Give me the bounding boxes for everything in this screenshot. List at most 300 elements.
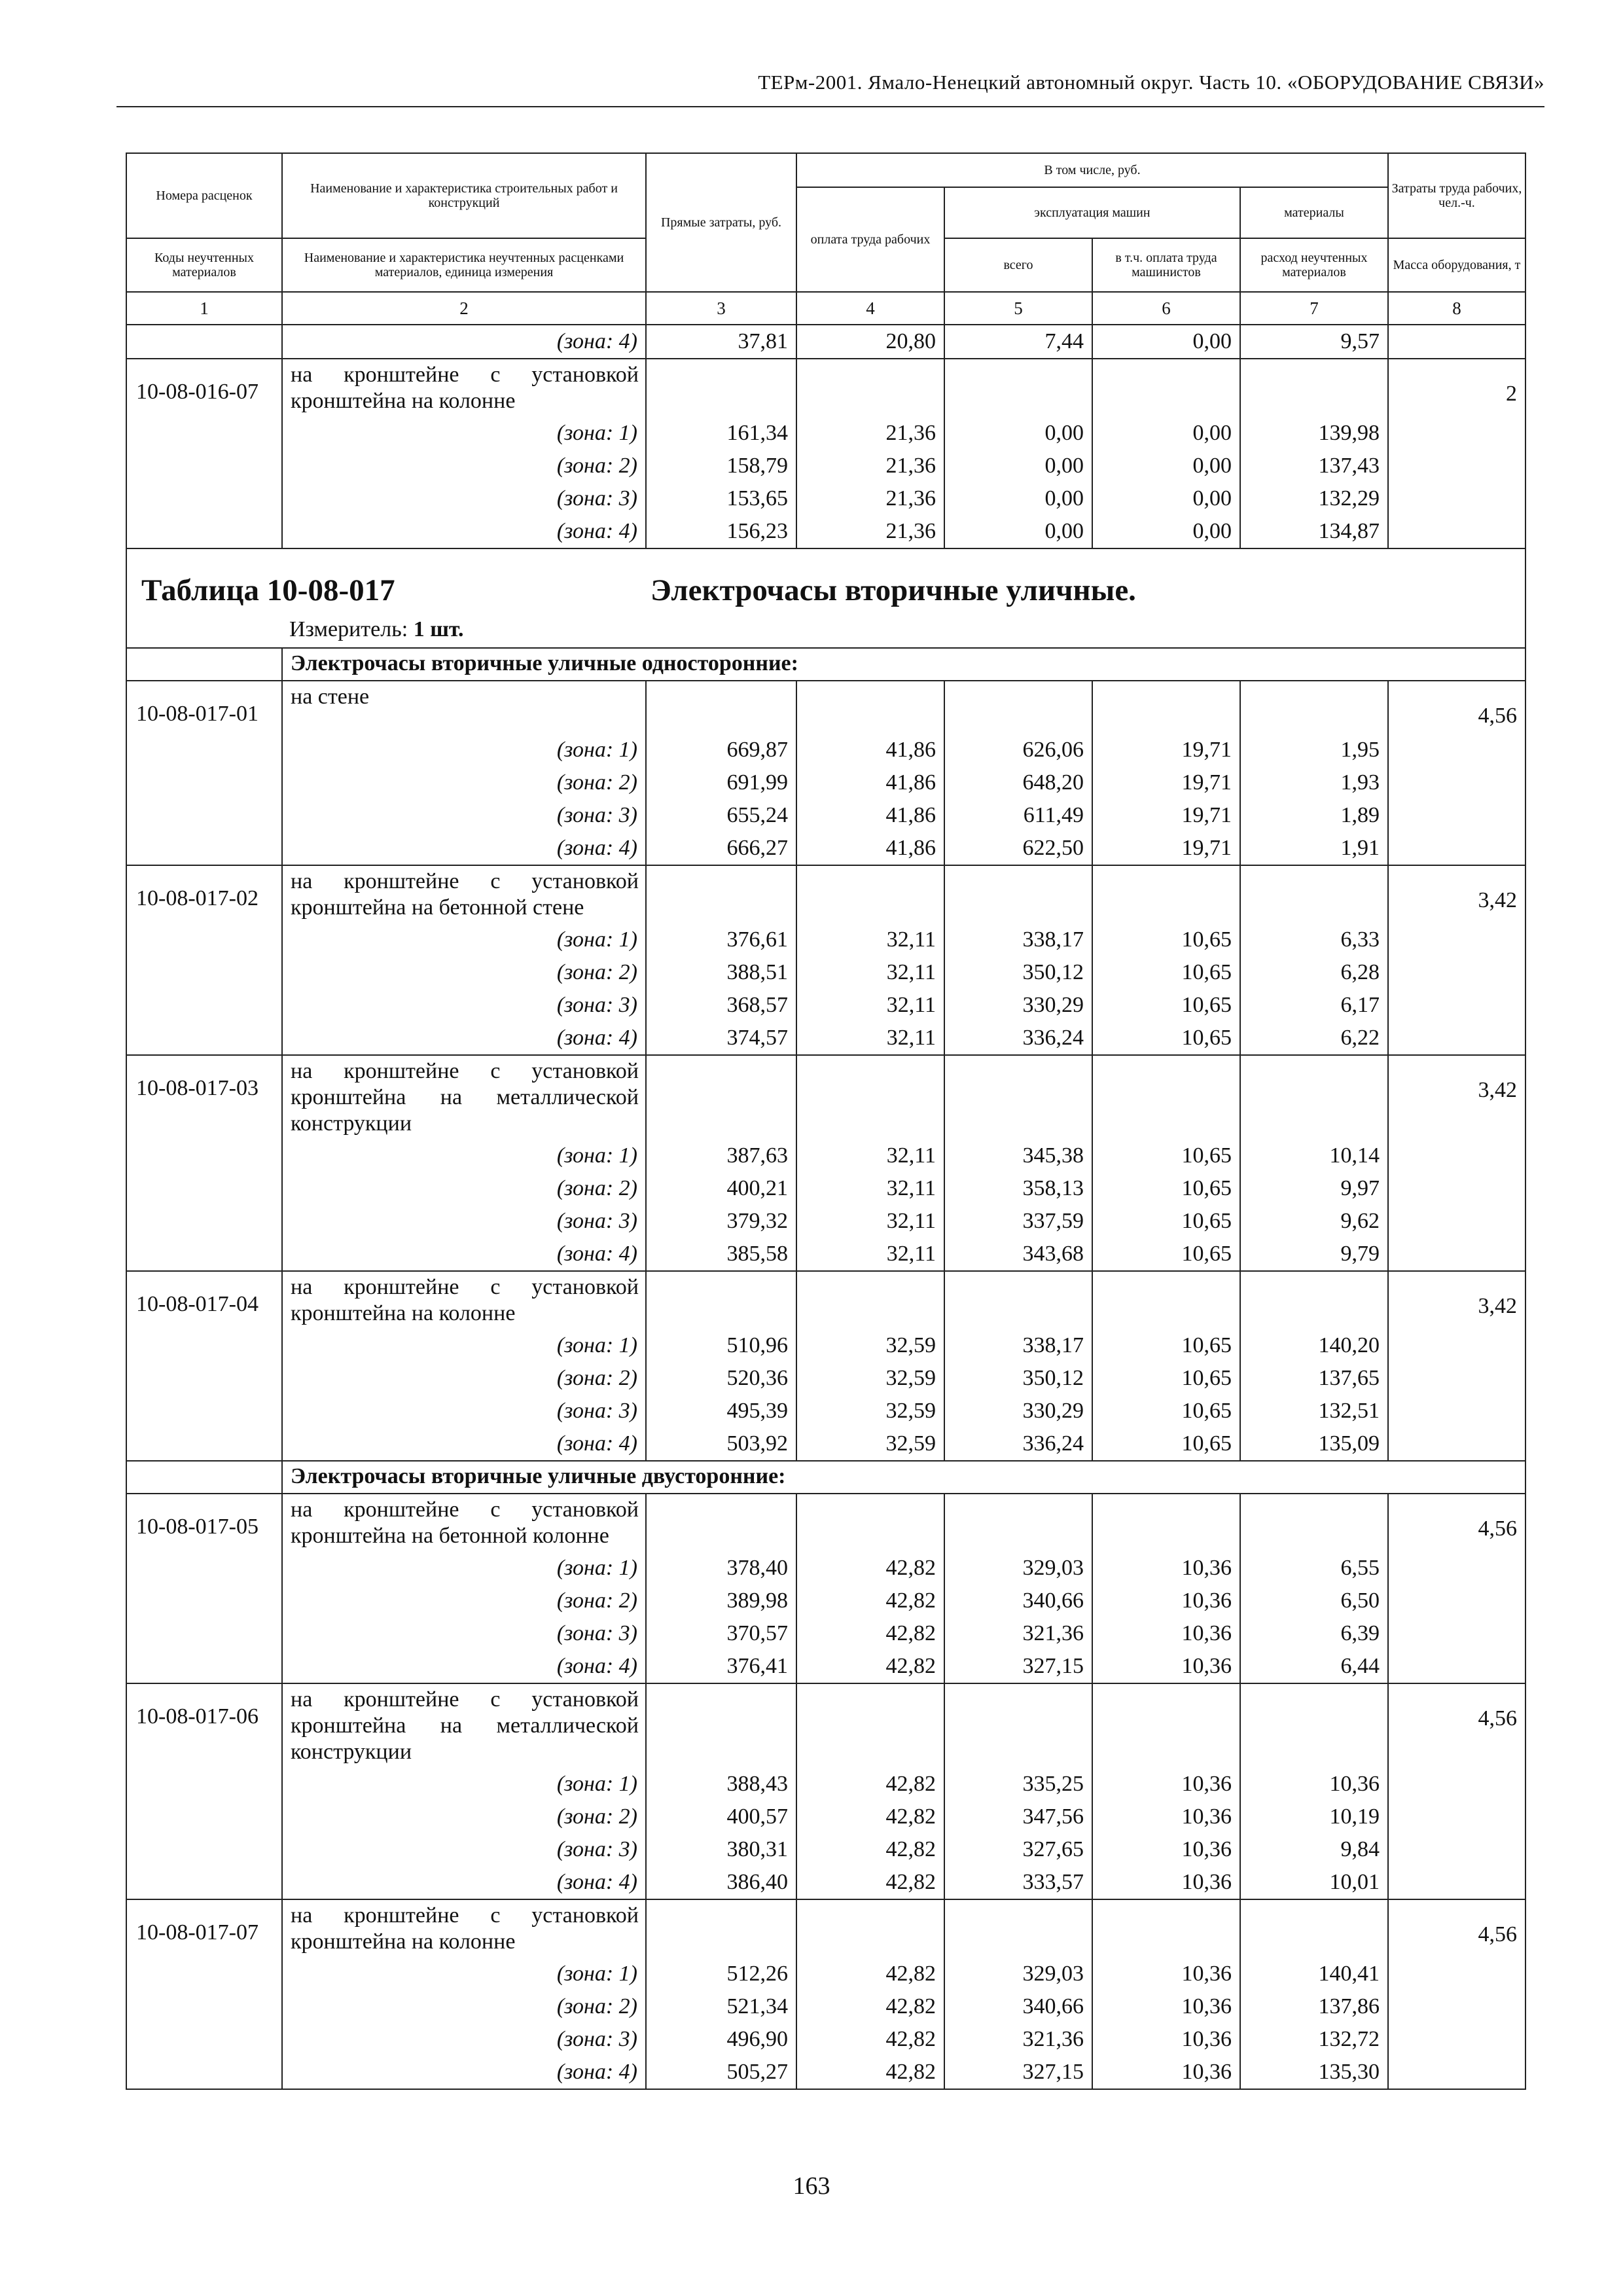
value-cell: 10,65 [1092, 1205, 1240, 1238]
labor-cell [1388, 1427, 1525, 1461]
value-cell: 330,29 [944, 989, 1092, 1022]
value-cell: 42,82 [796, 1552, 944, 1585]
value-cell [1092, 1271, 1240, 1329]
value-cell [646, 359, 796, 417]
rate-item-row [126, 1683, 1525, 1768]
rate-code-cell [126, 2023, 282, 2056]
labor-cell [1388, 1958, 1525, 1990]
value-cell: 41,86 [796, 799, 944, 832]
value-cell: 6,50 [1240, 1585, 1388, 1617]
value-cell: 10,65 [1092, 1362, 1240, 1395]
value-cell [646, 1494, 796, 1552]
rate-code-cell [126, 482, 282, 515]
value-cell: 10,36 [1092, 1833, 1240, 1866]
table-row [126, 417, 1525, 450]
value-cell [1240, 1055, 1388, 1139]
value-cell: 137,86 [1240, 1990, 1388, 2023]
col-number: 5 [944, 292, 1092, 325]
rate-code-cell [126, 417, 282, 450]
zone-label: (зона: 1) [282, 1139, 646, 1172]
rate-code-cell [126, 924, 282, 956]
table-title: Электрочасы вторичные уличные. [651, 573, 1136, 607]
value-cell [646, 865, 796, 924]
table-row [126, 1172, 1525, 1205]
value-cell: 6,17 [1240, 989, 1388, 1022]
col-labor-pay: оплата труда рабочих [796, 187, 944, 292]
labor-cell [1388, 989, 1525, 1022]
value-cell [646, 1899, 796, 1958]
value-cell: 19,71 [1092, 766, 1240, 799]
table-row [126, 2023, 1525, 2056]
col-machines-labor: в т.ч. оплата труда машинистов [1092, 238, 1240, 292]
value-cell: 0,00 [944, 417, 1092, 450]
value-cell: 0,00 [1092, 482, 1240, 515]
col-materials: материалы [1240, 187, 1388, 238]
value-cell [1092, 681, 1240, 734]
table-row [126, 1139, 1525, 1172]
value-cell: 42,82 [796, 2023, 944, 2056]
value-cell: 10,36 [1092, 1585, 1240, 1617]
value-cell: 376,61 [646, 924, 796, 956]
value-cell [796, 1055, 944, 1139]
value-cell: 32,59 [796, 1427, 944, 1461]
rate-code-cell [126, 1172, 282, 1205]
rate-code-cell [126, 450, 282, 482]
value-cell: 10,36 [1092, 1552, 1240, 1585]
value-cell: 132,29 [1240, 482, 1388, 515]
table-row [126, 799, 1525, 832]
zone-label: (зона: 1) [282, 1958, 646, 1990]
value-cell: 32,11 [796, 1172, 944, 1205]
value-cell: 42,82 [796, 1801, 944, 1833]
labor-cell [1388, 1362, 1525, 1395]
value-cell: 338,17 [944, 924, 1092, 956]
labor-cell [1388, 766, 1525, 799]
labor-costs: 3,42 [1388, 1055, 1525, 1139]
table-row [126, 956, 1525, 989]
value-cell: 327,65 [944, 1833, 1092, 1866]
zone-label: (зона: 1) [282, 1329, 646, 1362]
value-cell: 6,22 [1240, 1022, 1388, 1055]
value-cell: 32,11 [796, 1022, 944, 1055]
rate-code-cell [126, 1866, 282, 1899]
value-cell: 321,36 [944, 2023, 1092, 2056]
rate-code: 10-08-017-06 [126, 1683, 282, 1768]
value-cell: 336,24 [944, 1022, 1092, 1055]
rate-item-row [126, 359, 1525, 417]
value-cell: 32,11 [796, 1139, 944, 1172]
value-cell: 338,17 [944, 1329, 1092, 1362]
value-cell [1240, 681, 1388, 734]
value-cell: 505,27 [646, 2056, 796, 2089]
col-number: 6 [1092, 292, 1240, 325]
zone-label: (зона: 1) [282, 417, 646, 450]
value-cell [796, 865, 944, 924]
labor-cell [1388, 1866, 1525, 1899]
rate-code-cell [126, 799, 282, 832]
value-cell: 41,86 [796, 832, 944, 865]
rate-item-row [126, 1494, 1525, 1552]
zone-label: (зона: 4) [282, 1427, 646, 1461]
zone-label: (зона: 1) [282, 1768, 646, 1801]
value-cell: 379,32 [646, 1205, 796, 1238]
value-cell: 327,15 [944, 2056, 1092, 2089]
rate-code-cell [126, 766, 282, 799]
value-cell: 1,89 [1240, 799, 1388, 832]
value-cell: 6,33 [1240, 924, 1388, 956]
col-number: 2 [282, 292, 646, 325]
value-cell: 400,57 [646, 1801, 796, 1833]
labor-cell [1388, 1329, 1525, 1362]
labor-cell [1388, 1833, 1525, 1866]
table-row [126, 1427, 1525, 1461]
labor-cell [1388, 1650, 1525, 1683]
value-cell: 10,36 [1092, 2023, 1240, 2056]
zone-label: (зона: 3) [282, 989, 646, 1022]
value-cell: 41,86 [796, 734, 944, 766]
value-cell: 10,65 [1092, 1238, 1240, 1271]
value-cell: 400,21 [646, 1172, 796, 1205]
rate-code-cell [126, 1395, 282, 1427]
value-cell: 6,55 [1240, 1552, 1388, 1585]
value-cell: 386,40 [646, 1866, 796, 1899]
value-cell: 132,72 [1240, 2023, 1388, 2056]
table-body-two-sided [126, 1494, 1525, 2089]
value-cell: 10,36 [1092, 1866, 1240, 1899]
table-body-continuation [126, 325, 1525, 548]
col-work-name: Наименование и характеристика строительных работ и конструкций [282, 153, 646, 238]
value-cell: 10,36 [1092, 1617, 1240, 1650]
col-labor-costs: Затраты труда рабочих, чел.-ч. [1388, 153, 1525, 238]
value-cell: 6,39 [1240, 1617, 1388, 1650]
zone-label: (зона: 4) [282, 1866, 646, 1899]
value-cell: 510,96 [646, 1329, 796, 1362]
rate-code-cell [126, 1022, 282, 1055]
work-name: на кронштейне с установкой кронштейна на бетонной стене [282, 865, 646, 924]
value-cell: 135,30 [1240, 2056, 1388, 2089]
section-heading-two-sided: Электрочасы вторичные уличные двусторонние: [282, 1461, 1525, 1494]
value-cell: 21,36 [796, 417, 944, 450]
table-header [126, 153, 1525, 325]
value-cell: 496,90 [646, 2023, 796, 2056]
table-row [126, 482, 1525, 515]
value-cell: 335,25 [944, 1768, 1092, 1801]
value-cell: 0,00 [1092, 417, 1240, 450]
labor-cell [1388, 1205, 1525, 1238]
value-cell: 10,01 [1240, 1866, 1388, 1899]
value-cell: 19,71 [1092, 799, 1240, 832]
labor-cell [1388, 1768, 1525, 1801]
zone-label: (зона: 2) [282, 1585, 646, 1617]
value-cell [796, 1271, 944, 1329]
labor-costs: 2 [1388, 359, 1525, 417]
rate-code-cell [126, 1427, 282, 1461]
zone-label: (зона: 4) [282, 515, 646, 548]
rate-code-cell [126, 1768, 282, 1801]
value-cell: 333,57 [944, 1866, 1092, 1899]
value-cell: 32,11 [796, 956, 944, 989]
value-cell: 0,00 [944, 482, 1092, 515]
measure-unit-label: Измеритель: [289, 617, 408, 641]
rate-code-cell [126, 325, 282, 359]
rate-code-cell [126, 1833, 282, 1866]
value-cell: 321,36 [944, 1617, 1092, 1650]
rate-code-cell [126, 1238, 282, 1271]
value-cell: 10,65 [1092, 1172, 1240, 1205]
rate-code-cell [126, 515, 282, 548]
rate-code-cell [126, 1650, 282, 1683]
labor-cell [1388, 450, 1525, 482]
value-cell [1240, 1899, 1388, 1958]
zone-label: (зона: 4) [282, 325, 646, 359]
value-cell: 380,31 [646, 1833, 796, 1866]
value-cell [944, 1899, 1092, 1958]
table-row [126, 832, 1525, 865]
value-cell [1092, 359, 1240, 417]
table-row [126, 2056, 1525, 2089]
value-cell [944, 681, 1092, 734]
labor-costs: 4,56 [1388, 681, 1525, 734]
value-cell [796, 681, 944, 734]
value-cell: 10,14 [1240, 1139, 1388, 1172]
table-title-block [126, 548, 1525, 681]
value-cell: 6,44 [1240, 1650, 1388, 1683]
labor-cell [1388, 832, 1525, 865]
table-row [126, 1801, 1525, 1833]
value-cell: 32,11 [796, 1205, 944, 1238]
table-row [126, 1768, 1525, 1801]
value-cell [796, 359, 944, 417]
value-cell: 1,91 [1240, 832, 1388, 865]
labor-costs: 4,56 [1388, 1494, 1525, 1552]
zone-label: (зона: 2) [282, 766, 646, 799]
zone-label: (зона: 3) [282, 482, 646, 515]
value-cell: 32,59 [796, 1395, 944, 1427]
value-cell: 0,00 [1092, 515, 1240, 548]
value-cell: 330,29 [944, 1395, 1092, 1427]
value-cell: 140,41 [1240, 1958, 1388, 1990]
rate-item-row [126, 681, 1525, 734]
value-cell: 512,26 [646, 1958, 796, 1990]
value-cell: 329,03 [944, 1958, 1092, 1990]
table-row [126, 515, 1525, 548]
value-cell: 0,00 [944, 450, 1092, 482]
labor-costs: 3,42 [1388, 865, 1525, 924]
value-cell: 358,13 [944, 1172, 1092, 1205]
value-cell: 135,09 [1240, 1427, 1388, 1461]
value-cell: 20,80 [796, 325, 944, 359]
value-cell [1240, 1271, 1388, 1329]
value-cell: 10,36 [1240, 1768, 1388, 1801]
labor-cell [1388, 734, 1525, 766]
rate-code: 10-08-017-03 [126, 1055, 282, 1139]
value-cell: 21,36 [796, 450, 944, 482]
value-cell [1240, 865, 1388, 924]
labor-costs: 4,56 [1388, 1899, 1525, 1958]
value-cell: 19,71 [1092, 734, 1240, 766]
rate-code-cell [126, 1362, 282, 1395]
rate-code-cell [126, 1958, 282, 1990]
table-row [126, 1585, 1525, 1617]
table-row [126, 1329, 1525, 1362]
table-row [126, 1866, 1525, 1899]
rate-item-row [126, 865, 1525, 924]
col-machines-total: всего [944, 238, 1092, 292]
value-cell [646, 681, 796, 734]
value-cell: 389,98 [646, 1585, 796, 1617]
value-cell [646, 1683, 796, 1768]
header-rule [116, 106, 1544, 107]
labor-cell [1388, 1617, 1525, 1650]
col-number: 4 [796, 292, 944, 325]
value-cell: 345,38 [944, 1139, 1092, 1172]
value-cell: 139,98 [1240, 417, 1388, 450]
rate-code-cell [126, 1990, 282, 2023]
value-cell: 9,79 [1240, 1238, 1388, 1271]
value-cell: 626,06 [944, 734, 1092, 766]
table-row [126, 1833, 1525, 1866]
value-cell [1092, 1055, 1240, 1139]
zone-label: (зона: 2) [282, 1362, 646, 1395]
work-name: на кронштейне с установкой кронштейна на бетонной колонне [282, 1494, 646, 1552]
value-cell: 10,36 [1092, 1958, 1240, 1990]
col-material-codes: Коды неучтенных материалов [126, 238, 282, 292]
value-cell: 42,82 [796, 1866, 944, 1899]
table-row [126, 1617, 1525, 1650]
labor-cell [1388, 924, 1525, 956]
labor-cell [1388, 956, 1525, 989]
value-cell: 10,19 [1240, 1801, 1388, 1833]
value-cell: 10,36 [1092, 1801, 1240, 1833]
labor-cell [1388, 1990, 1525, 2023]
value-cell [1240, 359, 1388, 417]
value-cell [944, 1055, 1092, 1139]
rate-code-cell [126, 956, 282, 989]
labor-cell [1388, 1395, 1525, 1427]
value-cell: 42,82 [796, 1768, 944, 1801]
labor-cell [1388, 515, 1525, 548]
rate-code-cell [126, 1205, 282, 1238]
value-cell: 691,99 [646, 766, 796, 799]
value-cell [646, 1055, 796, 1139]
labor-cell [1388, 1552, 1525, 1585]
value-cell: 137,43 [1240, 450, 1388, 482]
value-cell: 350,12 [944, 1362, 1092, 1395]
table-row [126, 766, 1525, 799]
value-cell: 10,65 [1092, 924, 1240, 956]
value-cell: 32,59 [796, 1329, 944, 1362]
labor-cell [1388, 2023, 1525, 2056]
labor-cell [1388, 482, 1525, 515]
zone-label: (зона: 2) [282, 1172, 646, 1205]
labor-cell [1388, 1139, 1525, 1172]
value-cell: 9,62 [1240, 1205, 1388, 1238]
value-cell [646, 1271, 796, 1329]
table-row [126, 924, 1525, 956]
table-row [126, 1650, 1525, 1683]
zone-label: (зона: 4) [282, 1650, 646, 1683]
measure-unit-value: 1 шт. [413, 617, 464, 641]
value-cell: 10,36 [1092, 2056, 1240, 2089]
value-cell [796, 1494, 944, 1552]
rate-code: 10-08-016-07 [126, 359, 282, 417]
measure-unit [289, 613, 464, 646]
value-cell: 10,36 [1092, 1768, 1240, 1801]
zone-label: (зона: 2) [282, 956, 646, 989]
labor-costs: 4,56 [1388, 1683, 1525, 1768]
table-row [126, 1205, 1525, 1238]
value-cell: 21,36 [796, 482, 944, 515]
value-cell: 134,87 [1240, 515, 1388, 548]
value-cell [1092, 1899, 1240, 1958]
col-number: 1 [126, 292, 282, 325]
value-cell: 347,56 [944, 1801, 1092, 1833]
col-including: В том числе, руб. [796, 153, 1388, 187]
zone-label: (зона: 3) [282, 799, 646, 832]
value-cell: 10,65 [1092, 1329, 1240, 1362]
zone-label: (зона: 1) [282, 734, 646, 766]
zone-label: (зона: 3) [282, 2023, 646, 2056]
value-cell: 611,49 [944, 799, 1092, 832]
rate-code-cell [126, 1801, 282, 1833]
zone-label: (зона: 1) [282, 1552, 646, 1585]
table-row [126, 1362, 1525, 1395]
work-name: на стене [282, 681, 646, 734]
value-cell: 343,68 [944, 1238, 1092, 1271]
value-cell: 10,65 [1092, 989, 1240, 1022]
value-cell: 42,82 [796, 1617, 944, 1650]
value-cell: 9,84 [1240, 1833, 1388, 1866]
value-cell: 42,82 [796, 1650, 944, 1683]
value-cell: 132,51 [1240, 1395, 1388, 1427]
value-cell [944, 1683, 1092, 1768]
value-cell: 648,20 [944, 766, 1092, 799]
labor-cell [1388, 1801, 1525, 1833]
col-equipment-mass: Масса оборудования, т [1388, 238, 1525, 292]
section-two-sided-heading [126, 1461, 1525, 1494]
rate-code-cell [126, 734, 282, 766]
value-cell: 1,93 [1240, 766, 1388, 799]
value-cell: 32,11 [796, 1238, 944, 1271]
value-cell: 376,41 [646, 1650, 796, 1683]
labor-cell [1388, 799, 1525, 832]
labor-cell [1388, 1238, 1525, 1271]
value-cell: 42,82 [796, 1958, 944, 1990]
value-cell: 622,50 [944, 832, 1092, 865]
value-cell: 42,82 [796, 1990, 944, 2023]
rate-code: 10-08-017-07 [126, 1899, 282, 1958]
rate-code: 10-08-017-02 [126, 865, 282, 924]
labor-cell [1388, 1585, 1525, 1617]
value-cell: 495,39 [646, 1395, 796, 1427]
value-cell [1240, 1494, 1388, 1552]
col-machines: эксплуатация машин [944, 187, 1240, 238]
value-cell: 0,00 [1092, 325, 1240, 359]
table-row [126, 1395, 1525, 1427]
value-cell [944, 1271, 1092, 1329]
value-cell: 7,44 [944, 325, 1092, 359]
value-cell: 1,95 [1240, 734, 1388, 766]
zone-label: (зона: 2) [282, 1990, 646, 2023]
value-cell: 19,71 [1092, 832, 1240, 865]
zone-label: (зона: 3) [282, 1395, 646, 1427]
rate-code-cell [126, 1139, 282, 1172]
value-cell: 10,65 [1092, 1022, 1240, 1055]
rate-code-cell [126, 1617, 282, 1650]
labor-cell [1388, 417, 1525, 450]
zone-label: (зона: 1) [282, 924, 646, 956]
value-cell [944, 865, 1092, 924]
